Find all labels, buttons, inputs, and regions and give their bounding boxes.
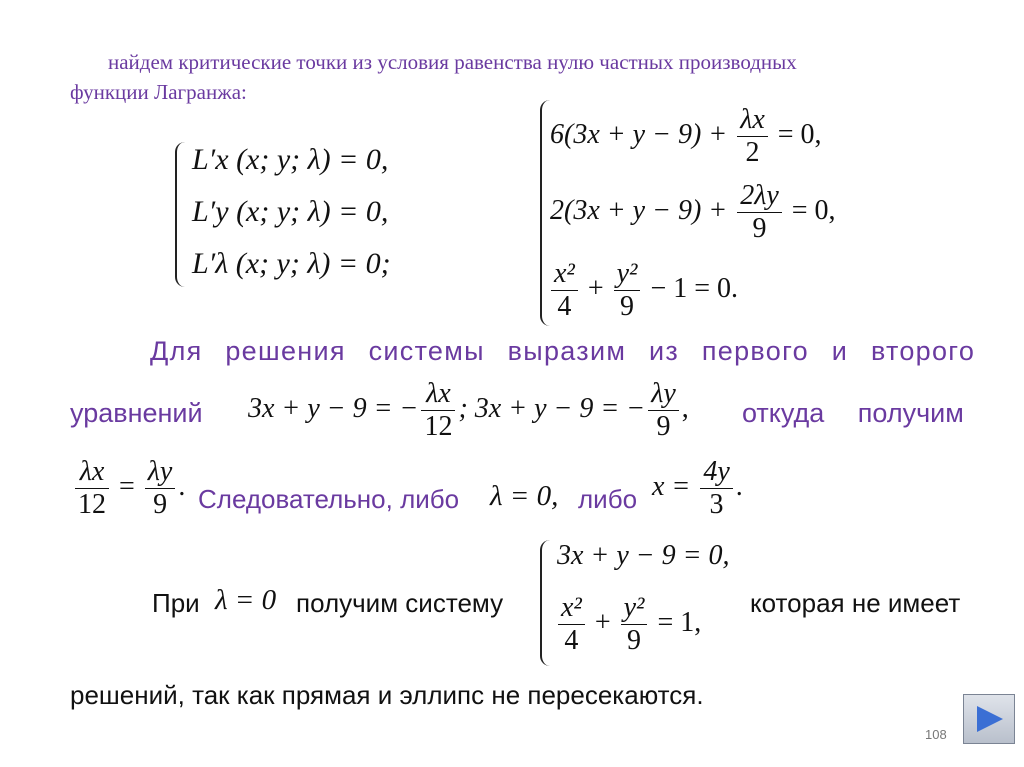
page-number: 108 [925,727,947,742]
para2-x-formula: x = $\frac{4y}{3}$ . [652,456,743,521]
system2-eq3: $\frac{\text{x²}}{4}$ + $\frac{\text{y²}}{9}$ − 1 = 0. [548,258,738,323]
para2-ratio: $\frac{\lambda x}{12}$ = $\frac{\lambda y}{9}$ . [72,456,185,521]
intro-line-2: функции Лагранжа: [70,80,247,104]
para3-pri: При [152,588,200,618]
system2-eq1: 6(3x + y − 9) + $\frac{\lambda x}{2}$ = 0, [550,104,822,169]
para1-line1: Для решения системы выразим из первого и второго [150,336,976,366]
next-slide-button[interactable] [963,694,1015,744]
system2-eq1-fraction: $\frac{\lambda x}{2}$ [737,104,768,169]
para2-text2: либо [578,484,638,514]
system2-eq2-fraction: $\frac{2\lambda y}{9}$ [737,180,782,245]
para1-word1: уравнений [70,398,203,428]
system3-eq1: 3x + y − 9 = 0, [557,540,730,571]
para3-text1: получим систему [296,588,504,618]
play-arrow-icon [977,706,1003,732]
system2-eq2: 2(3x + y − 9) + $\frac{2\lambda y}{9}$ = 0, [550,180,836,245]
para2-text1: Следовательно, либо [198,484,460,514]
system1-eq2: L′y (x; y; λ) = 0, [192,195,389,228]
conclusion-text: решений, так как прямая и эллипс не пересекаются. [70,680,704,710]
para1-formula: 3x + y − 9 = − $\frac{\lambda x}{12}$ ; 3x + y − 9 = − $\frac{\lambda y}{9}$ , [248,378,689,443]
para3-text2: которая не имеет [750,588,961,618]
system3-brace [540,540,556,666]
system1-brace [175,142,191,287]
system1-eq3: L′λ (x; y; λ) = 0; [192,247,391,280]
para2-lambda-zero: λ = 0, [490,480,559,512]
system1-eq1: L′x (x; y; λ) = 0, [192,143,389,176]
para1-word2: откуда получим [742,398,964,428]
intro-line-1: найдем критические точки из условия равенства нулю частных производных [108,50,797,74]
system3-eq2: $\frac{\text{x²}}{4}$ + $\frac{\text{y²}}{9}$ = 1, [555,592,701,657]
para3-lambda-zero: λ = 0 [215,584,277,616]
